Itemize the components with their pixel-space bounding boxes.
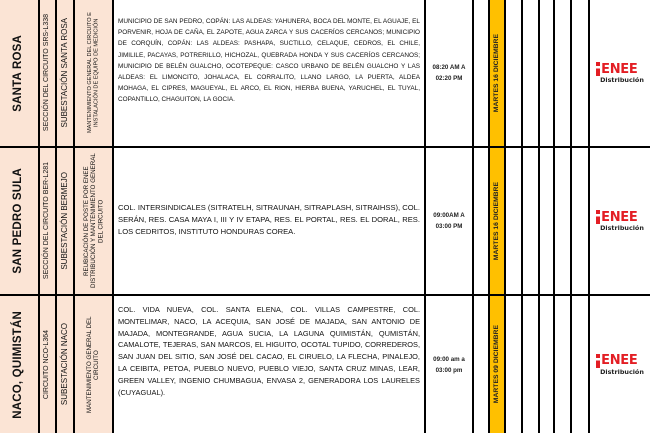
- circuit-cell: [40, 0, 57, 146]
- affected-zones-text: MUNICIPIO DE SAN PEDRO, COPÁN: LAS ALDEAS: YAHUNERA, BOCA DEL MONTE, EL AGUAJE, EL PORVENIR, HOJA DE CAÑA, EL ZAPOTE, AGUA ZARCA Y SUS CACERÍOS CERCANOS; MUNICIPIO DE CORQUÍN, COPÁN: LAS ALDEAS: PASHAPA, SUCTILLO, CELAQUE, CEDROS, EL CHILE, JIMILILE, PACAYAS, POTRERILLO, HICHOZAL, QUEBRADA HONDA Y SUS CACERÍOS CERCANOS; MUNICIPIO DE BELÉN GUALCHO, OCOTEPEQUE: CASCO URBANO DE BELÉN GUALCHO Y LAS ALDEAS: EL LIMONCITO, JOHALACA, EL CORRALITO, LLANO LARGO, LA PUERTA, ALDEA MOHAGA, EL CIPRES, MAGUEYAL, EL ARCO, EL RION, HIERBA BUENA, YARUCHEL, EL TUYAL, COPANTILLO, CHAGUITON, LA GOCIA.: [118, 18, 420, 104]
- enee-logo-icon: [590, 148, 650, 294]
- blank-cell: [474, 296, 490, 433]
- blank-cell: [540, 0, 555, 146]
- logo-word: ENEE: [601, 353, 638, 368]
- circuit-label: SECCIÓN DEL CIRCUITO BER-L281: [43, 162, 51, 280]
- blank-cell: [555, 296, 572, 433]
- zones-cell: [114, 296, 426, 433]
- logo-cell: [590, 296, 650, 433]
- affected-zones-text: COL. VIDA NUEVA, COL. SANTA ELENA, COL. VILLAS CAMPESTRE, COL. MONTELIMAR, NACO, LA ACEQUIA, SAN JOSÉ DE MAJADA, SAN ANTONIO DE MAJADA, MONTEGRANDE, AGUA SUCIA, LA LAGUNA QUIMISTÁN, QUMISTÁN, CAMALOTE, TEJERAS, SAN MARCOS, EL HIGUITO, OCOTAL TUPIDO, CORREDEROS, SAN JUAN DEL SITIO, SAN JOSÉ DEL CACAO, EL CIRUELO, LA FLECHA, PINALEJO, LA CEIBITA, PETOA, PUEBLO NUEVO, PUEBLO VIEJO, SANTA CRUZ MINAS, LEAR, GREEN VALLEY, INGENIO CHUMBAGUA, ENVASA 2, GENERADORA LOS LAURELES (CUYAGUAL).: [118, 305, 420, 397]
- location-label: NACO, QUIMISTÁN: [12, 310, 25, 419]
- substation-label: SUBESTACIÓN SANTA ROSA: [60, 18, 70, 128]
- circuit-label: CIRCUITO NCO-L364: [43, 329, 51, 400]
- blank-cell: [506, 296, 523, 433]
- time-cell: [426, 296, 474, 433]
- time-end: 03:00 pm: [435, 366, 463, 374]
- date-cell: [490, 0, 506, 146]
- blank-cell: [572, 148, 590, 294]
- time-cell: [426, 0, 474, 146]
- work-description: REUBICACIÓN DE POSTE POR ENEE DISTRIBUCIÓN Y MANTENIMIENTO GENERAL DEL CIRCUITO: [82, 153, 105, 289]
- enee-mark-icon: [596, 62, 600, 76]
- time-start: 09:00AM A: [433, 212, 465, 219]
- logo-word: ENEE: [601, 61, 638, 77]
- logo-cell: [590, 148, 650, 294]
- substation-cell: [57, 148, 75, 294]
- blank-cell: [523, 148, 540, 294]
- blank-cell: [506, 0, 523, 146]
- date-label: MARTES 16 DICIEMBRE: [493, 33, 501, 113]
- table-row-santa-rosa: [0, 0, 650, 148]
- work-cell: [75, 296, 114, 433]
- date-label: MARTES 09 DICIEMBRE: [493, 325, 501, 404]
- time-end: 02:20 PM: [435, 75, 463, 82]
- work-description: MANTENIMIENTO GENERAL DEL CIRCUITO: [86, 316, 101, 413]
- time-start: 09:00 am a: [433, 355, 465, 363]
- blank-cell: [572, 296, 590, 433]
- date-label: MARTES 16 DICIEMBRE: [493, 181, 501, 261]
- date-cell: [490, 148, 506, 294]
- table-row-naco-quimistan: [0, 296, 650, 433]
- enee-mark-icon: [596, 210, 600, 224]
- logo-word: ENEE: [601, 209, 638, 225]
- location-cell: [0, 148, 40, 294]
- location-cell: [0, 0, 40, 146]
- work-cell: [75, 0, 114, 146]
- table-row-san-pedro-sula: [0, 148, 650, 296]
- blank-cell: [523, 0, 540, 146]
- blank-cell: [572, 0, 590, 146]
- work-cell: [75, 148, 114, 294]
- affected-zones-text: COL. INTERSINDICALES (SITRATELH, SITRAUNAH, SITRAPLASH, SITRAIHSS), COL. SERÁN, RES. CASA MAYA I, III Y IV ETAPA, RES. EL PORTAL, RES. EL DORAL, RES. LOS CEDRITOS, INSTITUTO HONDURAS COREA.: [118, 203, 420, 236]
- logo-sub: Distribución: [600, 224, 644, 232]
- time-cell: [426, 148, 474, 294]
- blank-cell: [474, 0, 490, 146]
- blank-cell: [540, 296, 555, 433]
- substation-cell: [57, 0, 75, 146]
- location-label: SAN PEDRO SULA: [12, 168, 25, 274]
- time-end: 03:00 PM: [435, 223, 463, 230]
- location-label: SANTA ROSA: [12, 34, 25, 112]
- blank-cell: [555, 0, 572, 146]
- blank-cell: [540, 148, 555, 294]
- blank-cell: [523, 296, 540, 433]
- circuit-cell: [40, 296, 57, 433]
- blank-cell: [506, 148, 523, 294]
- blank-cell: [474, 148, 490, 294]
- location-cell: [0, 296, 40, 433]
- enee-logo-icon: [590, 0, 650, 146]
- logo-sub: Distribución: [600, 76, 644, 84]
- date-cell: [490, 296, 506, 433]
- substation-cell: [57, 296, 75, 433]
- circuit-label: SECCIÓN DEL CIRCUITO SRS-L338: [43, 14, 51, 132]
- zones-cell: [114, 0, 426, 146]
- substation-label: SUBESTACIÓN BERMEJO: [60, 172, 70, 270]
- enee-mark-icon: [596, 354, 600, 368]
- logo-sub: Distribución: [600, 367, 644, 376]
- enee-logo-icon: [590, 296, 650, 433]
- substation-label: SUBESTACIÓN NACO: [60, 323, 70, 406]
- logo-cell: [590, 0, 650, 146]
- blank-cell: [555, 148, 572, 294]
- time-start: 08:20 AM A: [432, 64, 466, 71]
- work-description: MANTENIMIENTO GENERAL DEL CIRCUITO E INSTALACIÓN DE EQUIPO DE MEDICIÓN: [87, 12, 100, 134]
- zones-cell: [114, 148, 426, 294]
- circuit-cell: [40, 148, 57, 294]
